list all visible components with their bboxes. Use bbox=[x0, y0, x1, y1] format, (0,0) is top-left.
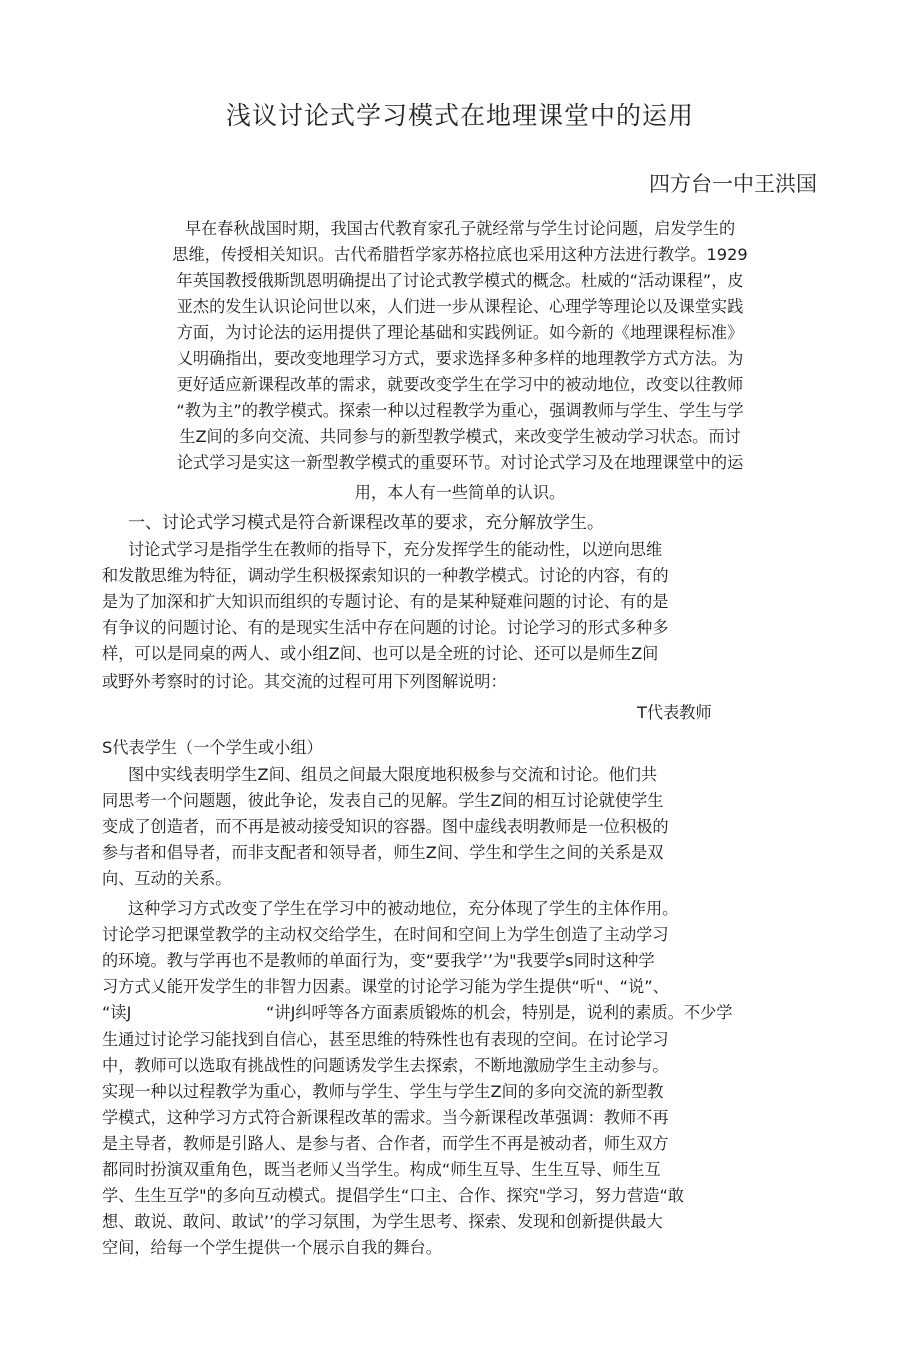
para-line: 中，教师可以选取有挑战性的问题诱发学生去探索，不断地激励学生主动参与。 bbox=[102, 1056, 669, 1075]
para-line: 空间，给每一个学生提供一个展示自我的舞台。 bbox=[102, 1238, 442, 1257]
para-line: 向、互动的关系。 bbox=[102, 869, 232, 888]
para-line: 讨论式学习是指学生在教师的指导下，充分发挥学生的能动性，以逆向思维 bbox=[128, 540, 663, 559]
intro-line: “教为主”的教学模式。探索一种以过程教学为重心，强调教师与学生、学生与学 bbox=[176, 401, 744, 420]
para-line: “读J bbox=[102, 1003, 132, 1022]
para-line: “讲J纠呼等各方面素质锻炼的机会，特别是，说利的素质。不少学 bbox=[266, 1003, 733, 1022]
intro-line: 更好适应新课程改革的需求，就要改变学生在学习中的被动地位，改变以往教师 bbox=[176, 375, 744, 394]
legend-student: S代表学生（一个学生或小组） bbox=[102, 738, 323, 757]
para-line: 实现一种以过程教学为重心，教师与学生、学生与学生Z间的多向交流的新型教 bbox=[102, 1082, 664, 1101]
para-line: 讨论学习把课堂教学的主动权交给学生，在时间和空间上为学生创造了主动学习 bbox=[102, 925, 669, 944]
intro-line: 方面，为讨论法的运用提供了理论基础和实践例证。如今新的《地理课程标准》 bbox=[176, 323, 744, 342]
para-line: 参与者和倡导者，而非支配者和领导者，师生Z间、学生和学生之间的关系是双 bbox=[102, 843, 664, 862]
para-line: 是为了加深和扩大知识而组织的专题讨论、有的是某种疑难问题的讨论、有的是 bbox=[102, 592, 669, 611]
legend-teacher: T代表教师 bbox=[637, 703, 712, 722]
intro-line: 用，本人有一些简单的认识。 bbox=[354, 483, 566, 502]
intro-line: 思维，传授相关知识。古代希腊哲学家苏格拉底也采用这种方法进行教学。1929 bbox=[172, 245, 748, 264]
author-line: 四方台一中王洪国 bbox=[649, 172, 817, 196]
para-line: 有争议的问题讨论、有的是现实生活中存在问题的讨论。讨论学习的形式多种多 bbox=[102, 618, 669, 637]
para-line: 这种学习方式改变了学生在学习中的被动地位，充分体现了学生的主体作用。 bbox=[128, 899, 679, 918]
intro-line: 早在春秋战国时期，我国古代教育家孔子就经常与学生讨论问题，启发学生的 bbox=[184, 219, 736, 238]
intro-line: 年英国教授俄斯凯恩明确提出了讨论式教学模式的概念。杜威的“活动课程”，皮 bbox=[176, 271, 744, 290]
para-line: 同思考一个问题题，彼此争论，发表自己的见解。学生Z间的相互讨论就使学生 bbox=[102, 791, 664, 810]
para-line: 学模式，这种学习方式符合新课程改革的需求。当今新课程改革强调：教师不再 bbox=[102, 1108, 669, 1127]
para-line: 学、生生互学"的多向互动模式。提倡学生“口主、合作、探究"学习，努力营造“敢 bbox=[102, 1186, 685, 1205]
para-line: 或野外考察时的讨论。其交流的过程可用下列图解说明： bbox=[102, 672, 507, 691]
section-heading: 一、讨论式学习模式是符合新课程改革的要求，充分解放学生。 bbox=[128, 513, 604, 533]
para-line: 的环境。教与学再也不是教师的单面行为，变“要我学’’为"我要学s同时这种学 bbox=[102, 951, 655, 970]
para-line: 图中实线表明学生Z间、组员之间最大限度地积极参与交流和讨论。他们共 bbox=[128, 765, 658, 784]
intro-line: 论式学习是实这一新型教学模式的重耍环节。对讨论式学习及在地理课堂中的运 bbox=[176, 453, 744, 472]
intro-line: 生Z间的多向交流、共同参与的新型教学模式，来改变学生被动学习状态。而讨 bbox=[179, 427, 741, 446]
para-line: 变成了创造者，而不再是被动接受知识的容器。图中虚线表明教师是一位积极的 bbox=[102, 817, 669, 836]
para-line: 想、敢说、敢问、敢试’’的学习氛围，为学生思考、探索、发现和创新提供最大 bbox=[102, 1212, 663, 1231]
para-line: 生通过讨论学习能找到自信心，甚至思维的特殊性也有表现的空间。在讨论学习 bbox=[102, 1030, 669, 1049]
para-line: 习方式乂能开发学生的非智力因素。课堂的讨论学习能为学生提供“听"、“说”、 bbox=[102, 977, 669, 996]
para-line: 都同时扮演双重角色，既当老师乂当学生。构成“师生互导、生生互导、师生互 bbox=[102, 1160, 661, 1179]
intro-line: 亚杰的发生认识论问世以來，人们进一步从课程论、心理学等理论以及课堂实践 bbox=[176, 297, 744, 316]
intro-line: 乂明确指出，要改变地理学习方式，要求选择多种多样的地理教学方式方法。为 bbox=[176, 349, 744, 368]
para-line: 和发散思维为特征，调动学生积极探索知识的一种教学模式。讨论的内容，有的 bbox=[102, 566, 669, 585]
para-line: 样，可以是同桌的两人、或小组Z间、也可以是全班的讨论、还可以是师生Z间 bbox=[102, 644, 659, 663]
document-title: 浅议讨论式学习模式在地理课堂中的运用 bbox=[225, 101, 694, 130]
para-line: 是主导者，教师是引路人、是参与者、合作者，而学生不再是被动者，师生双方 bbox=[102, 1134, 669, 1153]
